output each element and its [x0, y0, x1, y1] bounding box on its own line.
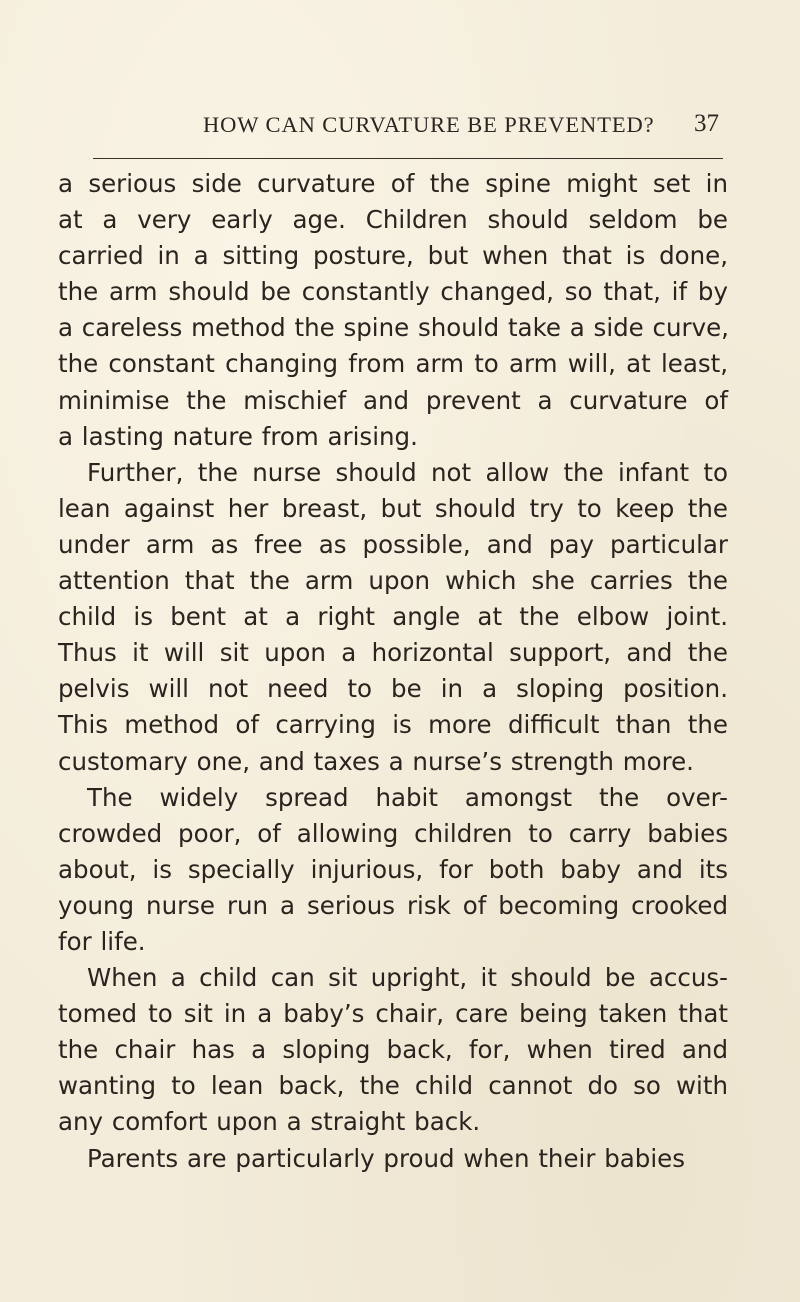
running-head-title: HOW CAN CURVATURE BE PREVENTED?: [203, 112, 655, 137]
text-line: the arm should be constantly changed, so that, if by: [58, 277, 728, 307]
text-line: the constant changing from arm to arm will, at least,: [58, 349, 728, 379]
body-text: [58, 166, 728, 1177]
text-line: a lasting nature from arising.: [58, 421, 418, 451]
page-number: 37: [694, 110, 719, 137]
text-line: attention that the arm upon which she carries the: [58, 566, 728, 596]
paragraph-start: The widely spread habit amongst the over-: [87, 782, 728, 812]
text-line: for life.: [58, 926, 146, 956]
text-line: young nurse run a serious risk of becoming crooked: [58, 890, 728, 920]
paragraph-start: When a child can sit upright, it should be accus-: [87, 963, 728, 993]
text-line: crowded poor, of allowing children to carry babies: [58, 818, 728, 848]
text-line: under arm as free as possible, and pay particular: [58, 529, 728, 559]
text-line: child is bent at a right angle at the elbow joint.: [58, 602, 728, 632]
text-line: a serious side curvature of the spine might set in: [58, 169, 728, 198]
text-line: the chair has a sloping back, for, when tired and: [58, 1035, 728, 1065]
text-line: minimise the mischief and prevent a curvature of: [58, 385, 728, 415]
paragraph-start: Further, the nurse should not allow the infant to: [87, 457, 728, 487]
text-line: carried in a sitting posture, but when that is done,: [58, 241, 728, 271]
text-line: customary one, and taxes a nurse’s strength more.: [58, 746, 694, 776]
text-line: a careless method the spine should take a side curve,: [58, 313, 729, 343]
text-line: Thus it will sit upon a horizontal support, and the: [58, 638, 728, 668]
text-line: any comfort upon a straight back.: [58, 1107, 481, 1137]
header-rule: [93, 158, 723, 159]
text-line: pelvis will not need to be in a sloping position.: [58, 674, 728, 704]
text-line: lean against her breast, but should try to keep the: [58, 493, 728, 523]
paragraph-start: Parents are particularly proud when their babies: [87, 1143, 685, 1173]
text-line: wanting to lean back, the child cannot do so with: [58, 1071, 728, 1101]
text-line: about, is specially injurious, for both baby and its: [58, 854, 728, 884]
text-line: tomed to sit in a baby’s chair, care being taken that: [58, 999, 728, 1029]
text-line: This method of carrying is more difficult than the: [58, 710, 728, 740]
text-line: at a very early age. Children should seldom be: [58, 205, 728, 235]
running-head: [203, 112, 719, 148]
